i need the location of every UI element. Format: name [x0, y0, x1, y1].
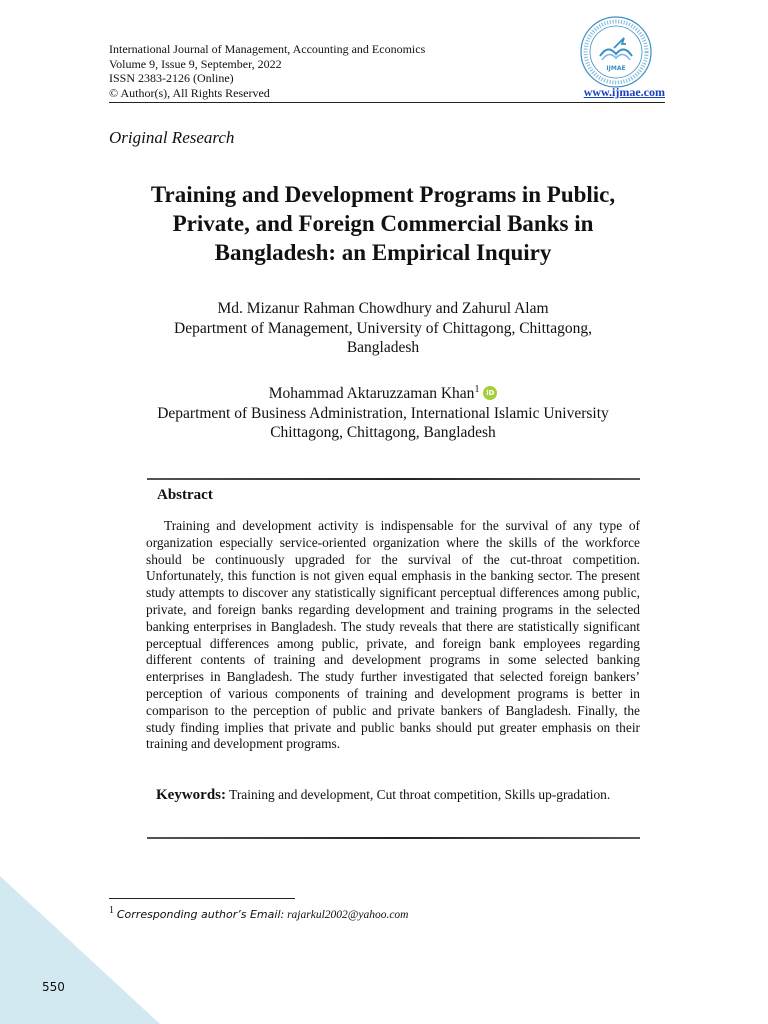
author-names-1: Md. Mizanur Rahman Chowdhury and Zahurul Alam — [217, 300, 549, 317]
author-group-1 — [100, 299, 666, 358]
journal-volume: Volume 9, Issue 9, September, 2022 — [109, 56, 282, 71]
corresponding-email[interactable]: rajarkul2002@yahoo.com — [287, 908, 409, 921]
footnote-number: 1 — [109, 905, 114, 916]
page-number: 550 — [42, 980, 65, 994]
keywords-text: Training and development, Cut throat competition, Skills up-gradation. — [229, 787, 611, 802]
orcid-icon[interactable]: iD — [483, 386, 497, 400]
footnote-label: Corresponding author’s Email: — [116, 907, 285, 921]
affiliation-2-line-1: Department of Business Administration, International Islamic University — [157, 404, 609, 422]
keywords-label: Keywords: — [156, 787, 226, 803]
keywords — [137, 786, 617, 804]
journal-url-link[interactable]: www.ijmae.com — [583, 85, 665, 99]
author-name-2: Mohammad Aktaruzzaman Khan — [268, 385, 475, 403]
abstract-bottom-rule — [147, 837, 640, 839]
abstract-text: Training and development activity is indispensable for the survival of any type of organization especially service-oriented organization where the skills of the workforce should be continuously upgraded for the survival of the cut-throat competition. Unfortunately, this function is not given equal emphasis in the banking sector. The present study attempts to discover any statistically significant perceptual differences among public, private, and foreign banks regarding development and training programs in the selected banking enterprises in Bangladesh. The study reveals that there are statistically significant perceptual differences among public, private, and foreign bank employees regarding different contents of training and development programs in some selected banking enterprises in Bangladesh. The study further investigated that selected foreign bankers’ perception of various components of training and development programs is better in comparison to the perception of public and private bankers of Bangladesh. Finally, the study finding implies that private and public banks should put greater emphasis on their training and development programs. — [146, 518, 640, 752]
journal-issn: ISSN 2383-2126 (Online) — [109, 71, 234, 85]
paper-title — [100, 180, 666, 267]
author-group-2 — [100, 380, 666, 443]
title-line-1: Training and Development Programs in Public, — [150, 182, 616, 207]
abstract-top-rule — [147, 478, 640, 480]
section-label: Original Research — [109, 128, 235, 147]
journal-name: International Journal of Management, Accounting and Economics — [109, 42, 426, 56]
title-line-2: Private, and Foreign Commercial Banks in — [172, 211, 594, 236]
journal-logo — [578, 14, 654, 90]
abstract-heading: Abstract — [157, 487, 213, 503]
footnote-divider — [109, 898, 295, 899]
header-divider — [109, 102, 665, 103]
logo-text: IJMAE — [606, 65, 626, 72]
journal-copyright: © Author(s), All Rights Reserved — [109, 85, 270, 100]
footnote — [109, 905, 409, 921]
footnote-marker[interactable]: 1 — [474, 384, 480, 395]
title-line-3: Bangladesh: an Empirical Inquiry — [214, 240, 552, 265]
affiliation-1-line-1: Department of Management, University of Chittagong, Chittagong, — [174, 319, 592, 337]
affiliation-2-line-2: Chittagong, Chittagong, Bangladesh — [270, 424, 496, 442]
affiliation-1-line-2: Bangladesh — [346, 339, 420, 356]
